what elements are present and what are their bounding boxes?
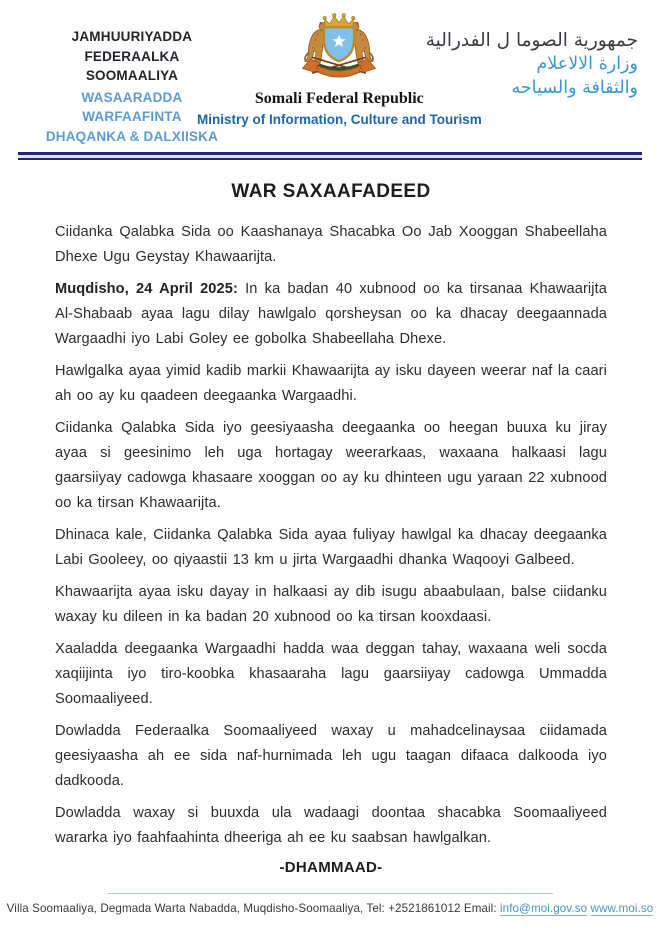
- paragraph-text: Dhinaca kale, Ciidanka Qalabka Sida ayaa fuliyay hawlgal ka dhacay deegaanka Labi Gooleey, oo qiyaastii 13 km u jirta Wargaadhi dhanka Waqooyi Galbeed.: [55, 527, 607, 569]
- letterhead-somali-block: [18, 13, 224, 146]
- press-release-content: [55, 181, 607, 876]
- end-mark: -DHAMMAAD-: [279, 859, 383, 877]
- paragraph-text: Dowladda waxay si buuxda ula wadaagi doontaa shacabka Soomaaliyeed wararka iyo faahfaahinta dheeriga ah ee ku saabsan hawlgalkan.: [55, 805, 607, 847]
- paragraph-text: Ciidanka Qalabka Sida iyo geesiyaasha deegaanka oo heegan buuxa ku jiray ayaa si geesinimo leh uga hortagay weerarkaas, waxaana halkaasi lagu gaarsiiyay cadowga khasaare xooggan oo ay ku dhinteen ugu yaraan 22 xubnood oo ka tirsan Khawaarijta.: [55, 420, 607, 512]
- ministry-name-english: Ministry of Information, Culture and Tourism: [196, 111, 482, 127]
- republic-name-somali-line2: SOOMAALIYA: [85, 68, 179, 84]
- paragraph-text: In ka badan 40 xubnood oo ka tirsanaa Khawaarijta Al-Shabaab ayaa lagu dilay hawlgalo qorsheysan oo ka dhacay deegaannada Wargaadhi iyo Labi Goley ee gobolka Shabeellaha Dhexe.: [55, 281, 607, 348]
- body-paragraph: [55, 359, 607, 409]
- body-paragraph: [55, 220, 607, 270]
- footer-contact-line: [0, 902, 660, 915]
- body-paragraph: [55, 801, 607, 851]
- body-paragraph: [55, 416, 607, 516]
- footer-address: Villa Soomaaliya, Degmada Warta Nabadda, Muqdisho-Soomaaliya, Tel: +2521861012 Email:: [6, 902, 497, 916]
- ministry-name-somali-line2: DHAQANKA & DALXIISKA: [45, 128, 219, 144]
- footer-website-link[interactable]: www.moi.so: [590, 902, 654, 916]
- letterhead-divider: [18, 152, 642, 160]
- body-paragraph: [55, 523, 607, 573]
- body-paragraph: [55, 277, 607, 352]
- paragraph-text: Hawlgalka ayaa yimid kadib markii Khawaarijta ay isku dayeen weerar naf la caari ah oo ay ku qaadeen deegaanka Wargaadhi.: [55, 363, 607, 405]
- press-release-title: WAR SAXAAFADEED: [231, 181, 431, 203]
- dateline: Muqdisho, 24 April 2025:: [55, 281, 238, 298]
- ministry-name-arabic-line1: وزارة الالاعلام: [536, 54, 638, 75]
- ministry-name-somali-line1: WASAARADDA WARFAAFINTA: [81, 89, 183, 125]
- letterhead-arabic-block: [425, 13, 642, 146]
- paragraph-text: Ciidanka Qalabka Sida oo Kaashanaya Shacabka Oo Jab Xooggan Shabeellaha Dhexe Ugu Geystay Khawaarijta.: [55, 224, 607, 266]
- republic-name-somali-line1: JAMHUURIYADDA FEDERAALKA: [71, 29, 193, 64]
- letterhead-center-block: [196, 13, 482, 146]
- paragraph-text: Xaaladda deegaanka Wargaadhi hadda waa deggan tahay, waxaana weli socda xaqiijinta iyo tiro-koobka khasaaraha lagu gaarsiiyay cadowga Ummadda Soomaaliyeed.: [55, 641, 607, 708]
- footer-email-link[interactable]: info@moi.gov.so: [500, 902, 588, 916]
- body-paragraph: [55, 580, 607, 630]
- body-paragraph: [55, 719, 607, 794]
- country-name-english: Somali Federal Republic: [254, 90, 424, 107]
- body-paragraph: [55, 637, 607, 712]
- paragraph-text: Dowladda Federaalka Soomaaliyeed waxay u mahadcelinaysaa ciidamada geesiyaasha ah ee sida naf-hurnimada leh ugu taagan difaaca dalkooda iyo dadkooda.: [55, 723, 607, 790]
- letterhead: [0, 13, 660, 146]
- paragraph-text: Khawaarijta ayaa isku dayay in halkaasi ay dib isugu abaabulaan, balse ciidanku waxay ku dileen in ka badan 20 xubnood oo ka tirsan kooxdaasi.: [55, 584, 607, 626]
- republic-name-arabic: جمهورية الصوما ل الفدرالية: [425, 30, 638, 51]
- footer-divider: [108, 893, 553, 894]
- ministry-name-arabic-line2: والثقافة والسياحه: [511, 77, 638, 98]
- somalia-coat-of-arms-emblem: [290, 13, 388, 89]
